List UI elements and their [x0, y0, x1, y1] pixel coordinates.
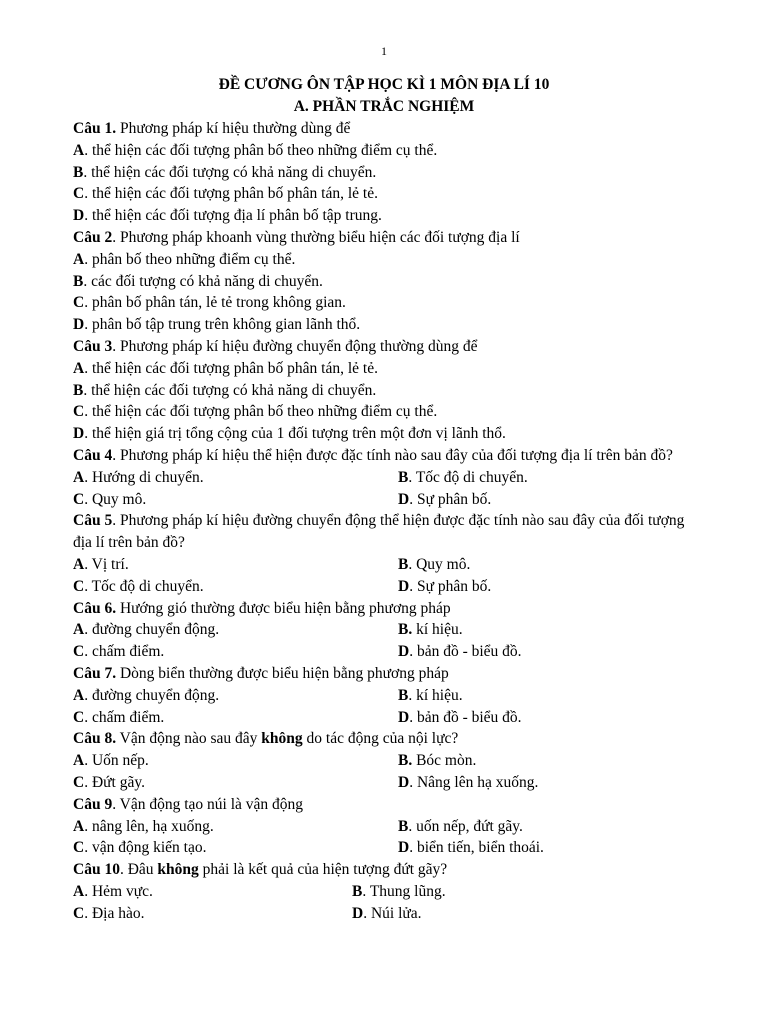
option-column — [398, 576, 491, 598]
question-block — [73, 118, 698, 227]
question-text: Vận động nào sau đây — [116, 730, 262, 748]
question-text: do tác động của nội lực? — [302, 730, 459, 748]
option-line — [73, 401, 698, 423]
answer-option — [398, 469, 528, 486]
option-row — [73, 881, 698, 903]
option-line — [73, 162, 698, 184]
answer-option — [398, 818, 523, 835]
answer-option — [73, 905, 144, 922]
option-column — [73, 881, 352, 903]
answer-option — [73, 382, 376, 399]
answer-option — [73, 621, 219, 638]
question-stem — [73, 118, 698, 140]
option-text: . uốn nếp, đứt gãy. — [408, 817, 523, 835]
answer-option — [73, 142, 437, 159]
option-text: . vận động kiến tạo. — [84, 839, 207, 857]
question-text: . Phương pháp khoanh vùng thường biểu hiện các đối tượng địa lí — [112, 228, 520, 246]
option-text: . chấm điểm. — [84, 643, 165, 661]
question-block — [73, 728, 698, 793]
option-column — [73, 750, 398, 772]
question-emphasis: không — [157, 861, 199, 879]
option-text: . chấm điểm. — [84, 708, 165, 726]
option-column — [73, 903, 352, 925]
option-text: . Đứt gãy. — [84, 773, 145, 791]
question-label: Câu 3 — [73, 337, 113, 355]
option-letter: B — [398, 817, 409, 835]
answer-option — [73, 643, 164, 660]
question-block — [73, 227, 698, 336]
option-letter: B — [398, 555, 409, 573]
question-label: Câu 10 — [73, 861, 120, 879]
option-line — [73, 205, 698, 227]
answer-option — [73, 883, 153, 900]
question-list — [73, 118, 698, 924]
question-label: Câu 6. — [73, 599, 117, 617]
page-number: 1 — [381, 44, 387, 58]
question-label: Câu 1. — [73, 120, 117, 137]
answer-option — [73, 207, 382, 224]
option-row — [73, 750, 698, 772]
option-text: . Nâng lên hạ xuống. — [409, 773, 539, 791]
option-letter: A — [73, 686, 85, 704]
option-line — [73, 140, 698, 162]
answer-option — [73, 360, 378, 377]
question-label: Câu 8. — [73, 730, 117, 748]
option-row — [73, 641, 698, 663]
question-text: . Phương pháp kí hiệu đường chuyển động thể hiện được đặc tính nào sau đây của đối tượng địa lí trên bản đồ? — [73, 512, 685, 552]
option-row — [73, 619, 698, 641]
answer-option — [73, 425, 506, 442]
option-letter: A — [73, 621, 85, 639]
answer-option — [398, 774, 538, 791]
option-letter: A — [73, 555, 85, 573]
option-letter: D — [398, 773, 410, 791]
option-text: . Sự phân bố. — [409, 490, 492, 508]
option-text: . Quy mô. — [408, 555, 471, 573]
option-line — [73, 249, 698, 271]
answer-option — [73, 164, 376, 181]
option-column — [352, 903, 422, 925]
option-text: . Uốn nếp. — [84, 752, 149, 770]
option-letter: A — [73, 468, 85, 486]
option-column — [398, 837, 544, 859]
option-letter: C — [73, 773, 85, 791]
option-letter: B — [73, 163, 84, 181]
question-stem — [73, 445, 698, 467]
question-stem — [73, 728, 698, 750]
option-letter: A — [73, 882, 85, 900]
option-letter: C — [73, 708, 85, 726]
answer-option — [398, 621, 463, 638]
option-line — [73, 380, 698, 402]
option-text: . phân bố tập trung trên không gian lãnh thổ. — [84, 316, 361, 334]
option-column — [73, 685, 398, 707]
answer-option — [73, 185, 378, 202]
option-text: . thể hiện các đối tượng phân bố theo những điểm cụ thể. — [84, 403, 438, 421]
question-stem — [73, 794, 698, 816]
option-letter: A — [73, 817, 85, 835]
option-letter: C — [73, 643, 85, 661]
option-text: . phân bố phân tán, lẻ tẻ trong không gian. — [84, 294, 346, 312]
answer-option — [73, 709, 164, 726]
answer-option — [352, 883, 446, 900]
question-text: . Đâu — [119, 861, 158, 879]
option-letter: C — [73, 839, 85, 857]
option-column — [73, 707, 398, 729]
option-letter: C — [73, 294, 85, 312]
option-letter: C — [73, 403, 85, 421]
answer-option — [398, 752, 476, 769]
question-block — [73, 510, 698, 597]
option-text: . biển tiến, biển thoái. — [409, 839, 544, 857]
answer-option — [398, 643, 522, 660]
option-text: . thể hiện các đối tượng địa lí phân bố tập trung. — [84, 207, 382, 225]
option-text: . đường chuyển động. — [84, 686, 220, 704]
option-row — [73, 772, 698, 794]
question-stem — [73, 227, 698, 249]
option-column — [73, 467, 398, 489]
option-letter: B — [398, 468, 409, 486]
option-text: . Sự phân bố. — [409, 577, 492, 595]
answer-option — [398, 556, 470, 573]
option-text: . thể hiện các đối tượng phân bố phân tán, lẻ tẻ. — [84, 185, 378, 203]
question-block — [73, 663, 698, 728]
option-column — [73, 619, 398, 641]
question-block — [73, 794, 698, 859]
option-column — [398, 816, 523, 838]
answer-option — [398, 491, 491, 508]
option-text: . đường chuyển động. — [84, 621, 220, 639]
option-letter: A — [73, 752, 85, 770]
option-text: Bóc mòn. — [412, 752, 477, 770]
question-label: Câu 2 — [73, 228, 113, 246]
option-row — [73, 576, 698, 598]
option-letter: B. — [398, 752, 413, 770]
option-column — [398, 641, 522, 663]
option-text: . Tốc độ di chuyển. — [84, 577, 204, 595]
question-stem — [73, 663, 698, 685]
answer-option — [73, 556, 129, 573]
option-letter: D — [352, 904, 364, 922]
option-letter: A — [73, 250, 85, 268]
option-column — [73, 489, 398, 511]
option-letter: A — [73, 359, 85, 377]
option-text: . phân bố theo những điểm cụ thể. — [84, 250, 296, 268]
answer-option — [73, 294, 346, 311]
option-letter: B — [352, 882, 363, 900]
option-row — [73, 816, 698, 838]
option-line — [73, 314, 698, 336]
option-column — [398, 685, 463, 707]
option-column — [73, 641, 398, 663]
question-emphasis: không — [261, 730, 303, 748]
option-letter: D — [398, 643, 410, 661]
option-text: . thể hiện các đối tượng có khả năng di chuyển. — [83, 381, 377, 399]
option-letter: C — [73, 490, 85, 508]
question-stem — [73, 859, 698, 881]
option-letter: A — [73, 141, 85, 159]
option-text: . thể hiện giá trị tổng cộng của 1 đối tượng trên một đơn vị lãnh thổ. — [84, 425, 506, 443]
section-heading: A. PHẦN TRẮC NGHIỆM — [293, 98, 475, 115]
option-column — [398, 467, 528, 489]
option-letter: B — [73, 381, 84, 399]
option-letter: B. — [398, 621, 413, 639]
answer-option — [73, 752, 149, 769]
option-letter: D — [398, 490, 410, 508]
option-line — [73, 358, 698, 380]
option-letter: D — [73, 316, 85, 334]
answer-option — [73, 839, 206, 856]
document-title: ĐỀ CƯƠNG ÔN TẬP HỌC KÌ 1 MÔN ĐỊA LÍ 10 — [218, 76, 550, 93]
question-label: Câu 7. — [73, 664, 117, 682]
option-text: . Thung lũng. — [362, 882, 446, 900]
option-row — [73, 489, 698, 511]
answer-option — [73, 316, 360, 333]
option-text: . Tốc độ di chuyển. — [408, 468, 528, 486]
option-text: . Hẻm vực. — [84, 882, 153, 900]
answer-option — [73, 774, 145, 791]
answer-option — [398, 709, 522, 726]
answer-option — [73, 273, 323, 290]
option-text: . thể hiện các đối tượng có khả năng di chuyển. — [83, 163, 377, 181]
answer-option — [73, 687, 219, 704]
option-letter: D — [73, 425, 85, 443]
option-column — [398, 619, 463, 641]
option-row — [73, 837, 698, 859]
option-line — [73, 423, 698, 445]
answer-option — [73, 469, 204, 486]
question-label: Câu 5 — [73, 512, 113, 530]
option-text: . Núi lửa. — [363, 904, 422, 922]
answer-option — [73, 578, 204, 595]
option-row — [73, 554, 698, 576]
answer-option — [398, 687, 463, 704]
option-letter: D — [73, 207, 85, 225]
option-column — [352, 881, 446, 903]
question-text: Hướng gió thường được biểu hiện bằng phương pháp — [116, 599, 451, 617]
option-line — [73, 292, 698, 314]
option-column — [398, 554, 470, 576]
option-text: . thể hiện các đối tượng phân bố theo những điểm cụ thể. — [84, 141, 438, 159]
option-letter: C — [73, 904, 85, 922]
option-letter: D — [398, 708, 410, 726]
option-column — [73, 576, 398, 598]
option-column — [73, 772, 398, 794]
option-text: . kí hiệu. — [408, 686, 463, 704]
option-column — [398, 750, 476, 772]
question-stem — [73, 510, 698, 554]
answer-option — [73, 491, 146, 508]
option-text: . bản đồ - biểu đồ. — [409, 643, 522, 661]
answer-option — [73, 403, 437, 420]
question-text: . Phương pháp kí hiệu thể hiện được đặc tính nào sau đây của đối tượng địa lí trên bản đồ? — [112, 446, 673, 464]
option-letter: C — [73, 185, 85, 203]
option-column — [398, 707, 522, 729]
question-stem — [73, 598, 698, 620]
question-text: . Vận động tạo núi là vận động — [112, 795, 304, 813]
question-stem — [73, 336, 698, 358]
answer-option — [398, 839, 544, 856]
option-letter: D — [398, 577, 410, 595]
question-label: Câu 4 — [73, 446, 113, 464]
question-block — [73, 859, 698, 924]
option-text: . bản đồ - biểu đồ. — [409, 708, 522, 726]
option-column — [398, 489, 491, 511]
option-line — [73, 271, 698, 293]
option-text: . Quy mô. — [84, 490, 147, 508]
option-text: . các đối tượng có khả năng di chuyển. — [83, 272, 323, 290]
question-text: Dòng biển thường được biểu hiện bằng phương pháp — [116, 664, 449, 682]
option-letter: B — [398, 686, 409, 704]
option-text: . Hướng di chuyển. — [84, 468, 204, 486]
answer-option — [398, 578, 491, 595]
option-text: . nâng lên, hạ xuống. — [84, 817, 214, 835]
question-block — [73, 336, 698, 445]
option-column — [73, 554, 398, 576]
option-column — [73, 816, 398, 838]
question-text: . Phương pháp kí hiệu đường chuyển động thường dùng để — [112, 337, 478, 355]
answer-option — [352, 905, 422, 922]
question-text: Phương pháp kí hiệu thường dùng để — [116, 120, 351, 137]
option-row — [73, 467, 698, 489]
option-row — [73, 707, 698, 729]
question-block — [73, 598, 698, 663]
option-column — [73, 837, 398, 859]
question-label: Câu 9 — [73, 795, 113, 813]
answer-option — [73, 818, 214, 835]
option-column — [398, 772, 538, 794]
answer-option — [73, 251, 295, 268]
option-letter: B — [73, 272, 84, 290]
option-letter: C — [73, 577, 85, 595]
question-block — [73, 445, 698, 510]
option-text: . Địa hào. — [84, 904, 145, 922]
option-text: kí hiệu. — [412, 621, 463, 639]
question-text: phải là kết quả của hiện tượng đứt gãy? — [198, 861, 448, 879]
option-row — [73, 903, 698, 925]
option-letter: D — [398, 839, 410, 857]
option-line — [73, 183, 698, 205]
option-text: . Vị trí. — [84, 555, 129, 573]
option-row — [73, 685, 698, 707]
option-text: . thể hiện các đối tượng phân bố phân tán, lẻ tẻ. — [84, 359, 378, 377]
